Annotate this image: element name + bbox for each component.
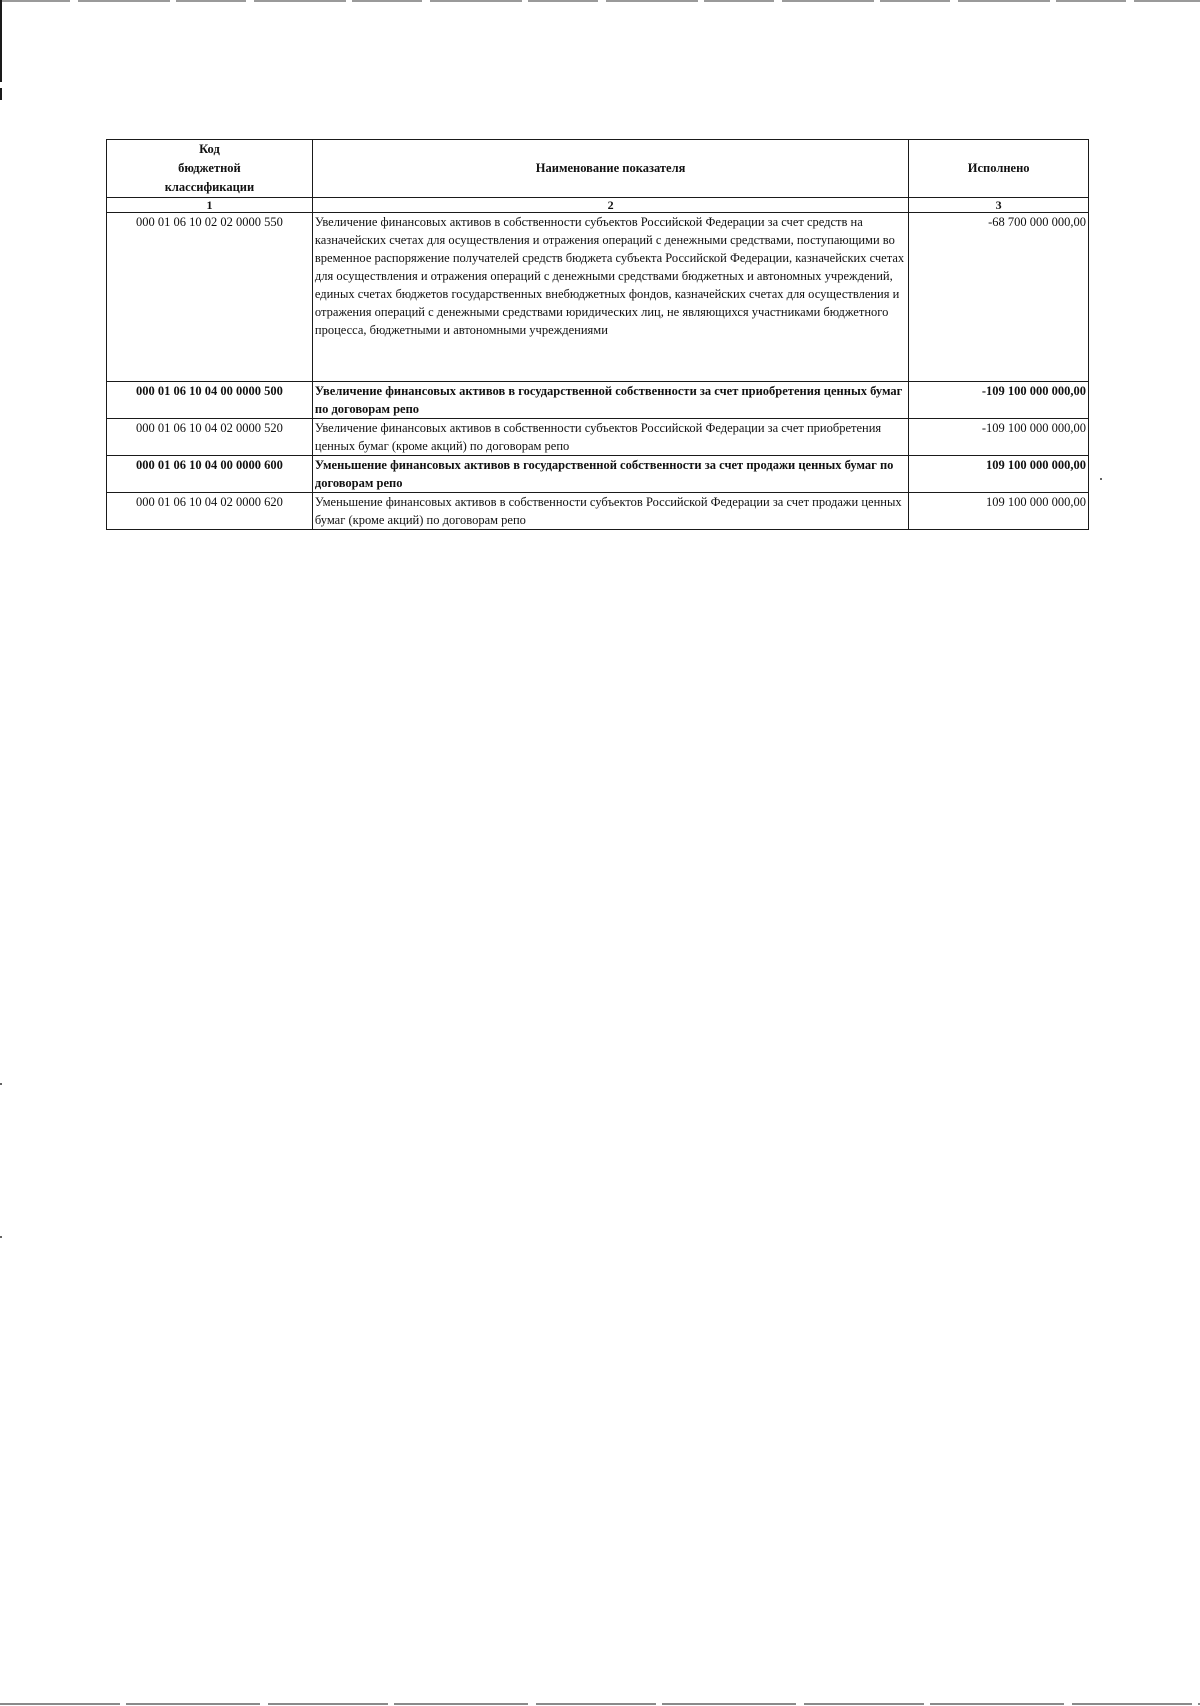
scan-speck <box>1100 478 1102 480</box>
table-row <box>107 419 1089 456</box>
row-code: 000 01 06 10 02 02 0000 550 <box>107 213 313 382</box>
row-code: 000 01 06 10 04 00 0000 600 <box>107 456 313 493</box>
row-executed: -109 100 000 000,00 <box>909 382 1089 419</box>
row-executed: -68 700 000 000,00 <box>909 213 1089 382</box>
budget-sources-table <box>106 139 1089 530</box>
row-name: Уменьшение финансовых активов в собственности субъектов Российской Федерации за счет продажи ценных бумаг (кроме акций) по договорам репо <box>312 493 908 530</box>
column-number-row <box>107 198 1089 213</box>
scan-edge-top <box>0 0 1200 2</box>
row-name: Уменьшение финансовых активов в государственной собственности за счет продажи ценных бумаг по договорам репо <box>312 456 908 493</box>
row-name: Увеличение финансовых активов в собственности субъектов Российской Федерации за счет приобретения ценных бумаг (кроме акций) по договорам репо <box>312 419 908 456</box>
table-row <box>107 382 1089 419</box>
row-code: 000 01 06 10 04 00 0000 500 <box>107 382 313 419</box>
table-row <box>107 493 1089 530</box>
row-code: 000 01 06 10 04 02 0000 620 <box>107 493 313 530</box>
scan-speck <box>0 1236 2 1238</box>
row-name: Увеличение финансовых активов в собственности субъектов Российской Федерации за счет средств на казначейских счетах для осуществления и отражения операций с денежными средствами, поступающими во временное распоряжение получателей средств бюджета субъекта Российской Федерации, казначейских счетах для осуществления и отражения операций с денежными средствами бюджетных и автономных учреждений, единых счетах бюджетов государственных внебюджетных фондов, казначейских счетах для осуществления и отражения операций с денежными средствами юридических лиц, не являющихся участниками бюджетного процесса, бюджетными и автономными учреждениями <box>312 213 908 382</box>
table-row <box>107 456 1089 493</box>
row-code: 000 01 06 10 04 02 0000 520 <box>107 419 313 456</box>
row-executed: -109 100 000 000,00 <box>909 419 1089 456</box>
column-number: 3 <box>909 198 1089 213</box>
table-row <box>107 213 1089 382</box>
table-header-row <box>107 140 1089 198</box>
row-executed: 109 100 000 000,00 <box>909 493 1089 530</box>
header-code: Код бюджетной классификации <box>107 140 313 198</box>
column-number: 2 <box>312 198 908 213</box>
row-executed: 109 100 000 000,00 <box>909 456 1089 493</box>
scan-speck <box>0 1083 2 1085</box>
scan-edge-bottom <box>0 1703 1200 1705</box>
header-name: Наименование показателя <box>312 140 908 198</box>
row-name: Увеличение финансовых активов в государственной собственности за счет приобретения ценных бумаг по договорам репо <box>312 382 908 419</box>
scan-edge-left-mark <box>0 88 2 100</box>
column-number: 1 <box>107 198 313 213</box>
scan-edge-left <box>0 0 2 82</box>
header-executed: Исполнено <box>909 140 1089 198</box>
